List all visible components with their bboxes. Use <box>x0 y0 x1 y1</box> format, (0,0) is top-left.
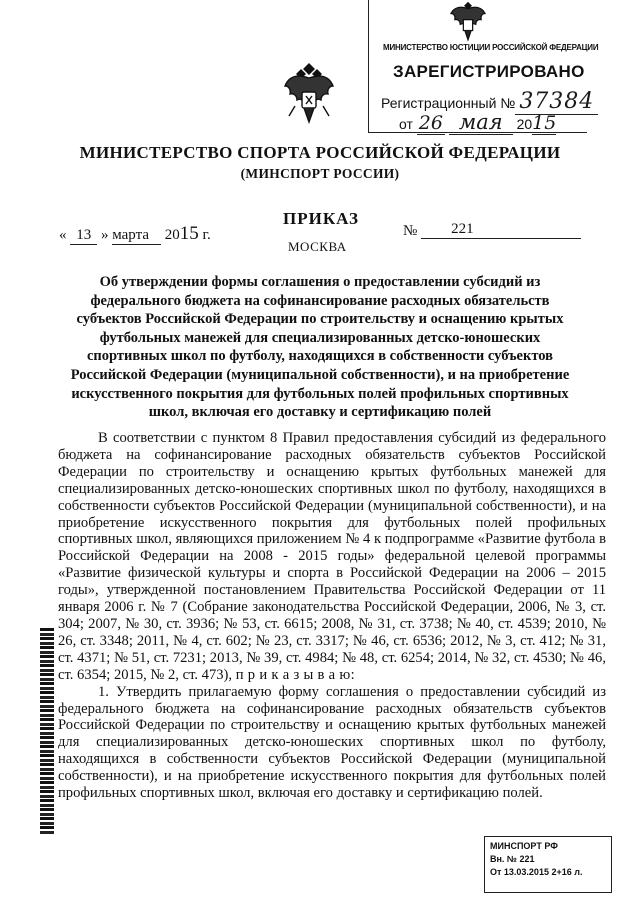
order-word: п р и к а з ы в а ю: <box>235 666 355 683</box>
stamp-registered-label: ЗАРЕГИСТРИРОВАНО <box>393 62 585 81</box>
order-heading: Об утверждении формы соглашения о предоставлении субсидий из федерального бюджета на софинансирование расходных обязательств субъектов Российской Федерации по строительству и оснащению крытых футбольных манежей для специализированных детско-юношеских спортивных школ по футболу, находящихся в собственности субъектов Российской Федерации (муниципальной собственности), и на приобретение искусственного покрытия для футбольных полей профильных спортивных школ, включая его доставку и сертификацию полей <box>70 274 570 421</box>
body-paragraph-1 <box>58 430 606 684</box>
stamp-reg-day: 26 <box>418 112 443 134</box>
stamp-date-line <box>399 110 556 135</box>
body-paragraph-1-text: В соответствии с пунктом 8 Правил предоставления субсидий из федерального бюджета на софинансирование расходных обязательств субъектов Российской Федерации по строительству и оснащению крытых футбольных манежей для специализированных детско-юношеских спортивных школ по футболу, находящихся в собственности субъектов Российской Федерации (муниципальной собственности), и на приобретение искусственного покрытия для футбольных полей профильных спортивных школ, являющихся приложением № 4 к подпрограмме «Развитие футбола в Российской Федерации на 2008 - 2015 годы» федеральной целевой программы «Развитие физической культуры и спорта в Российской Федерации на 2006 – 2015 годы», утвержденной постановлением Правительства Российской Федерации от 11 января 2006 г. № 7 (Собрание законодательства Российской Федерации, 2006, № 3, ст. 304; 2007, № 30, ст. 3936; № 53, ст. 6615; 2008, № 31, ст. 3738; № 40, ст. 4539; 2010, № 26, ст. 3348; 2011, № 4, ст. 602; № 23, ст. 3317; № 46, ст. 6536; 2012, № 3, ст. 412; № 31, ст. 4371; № 51, ст. 7231; 2013, № 39, ст. 4984; № 48, ст. 6254; 2014, № 32, ст. 4530; № 46, ст. 6354; 2015, № 2, ст. 473), <box>58 430 606 683</box>
stamp-reg-number: 37384 <box>515 89 598 115</box>
order-date-year-prefix: 20 <box>164 227 180 243</box>
order-body <box>58 430 606 802</box>
body-paragraph-2: 1. Утвердить прилагаемую форму соглашения о предоставлении субсидий из федерального бюджета на софинансирование расходных обязательств субъектов Российской Федерации по строительству и оснащению крытых футбольных манежей для специализированных детско-юношеских спортивных школ по футболу, находящихся в собственности субъектов Российской Федерации (муниципальной собственности), и на приобретение искусственного покрытия для футбольных полей профильных спортивных школ, включая его доставку и сертификацию полей. <box>58 683 606 802</box>
order-number-label: № <box>403 223 418 239</box>
order-date <box>59 223 211 245</box>
emblem-icon <box>283 62 335 124</box>
date-close-quote: » <box>101 227 109 243</box>
order-number: 221 <box>421 221 581 239</box>
order-number-line <box>403 223 581 241</box>
order-date-year-suffix: 15 <box>179 223 199 244</box>
order-date-day: 13 <box>70 227 97 245</box>
order-date-year-mark: г. <box>202 227 211 243</box>
incoming-stamp <box>484 836 612 893</box>
incoming-stamp-line1: МИНСПОРТ РФ <box>490 841 558 851</box>
date-open-quote: « <box>59 227 67 243</box>
stamp-ministry-name: МИНИСТЕРСТВО ЮСТИЦИИ РОССИЙСКОЙ ФЕДЕРАЦИИ <box>383 43 599 52</box>
ministry-title: МИНИСТЕРСТВО СПОРТА РОССИЙСКОЙ ФЕДЕРАЦИИ <box>79 143 561 162</box>
registration-stamp <box>368 0 599 134</box>
stamp-from-label: от <box>399 116 413 132</box>
ministry-short-title: (МИНСПОРТ РОССИИ) <box>240 166 400 181</box>
stamp-reg-month: мая <box>449 110 513 135</box>
redaction-mark <box>40 628 54 834</box>
document-type: ПРИКАЗ <box>283 209 359 228</box>
stamp-reg-label: Регистрационный № <box>381 95 516 111</box>
order-date-month: марта <box>112 227 161 245</box>
stamp-reg-year-prefix: 20 <box>516 116 533 132</box>
incoming-stamp-line3: От 13.03.2015 2+16 л. <box>490 867 583 877</box>
stamp-reg-year-suffix: 15 <box>532 112 557 134</box>
document-city: МОСКВА <box>288 239 347 254</box>
incoming-stamp-line2: Вн. № 221 <box>490 854 535 864</box>
